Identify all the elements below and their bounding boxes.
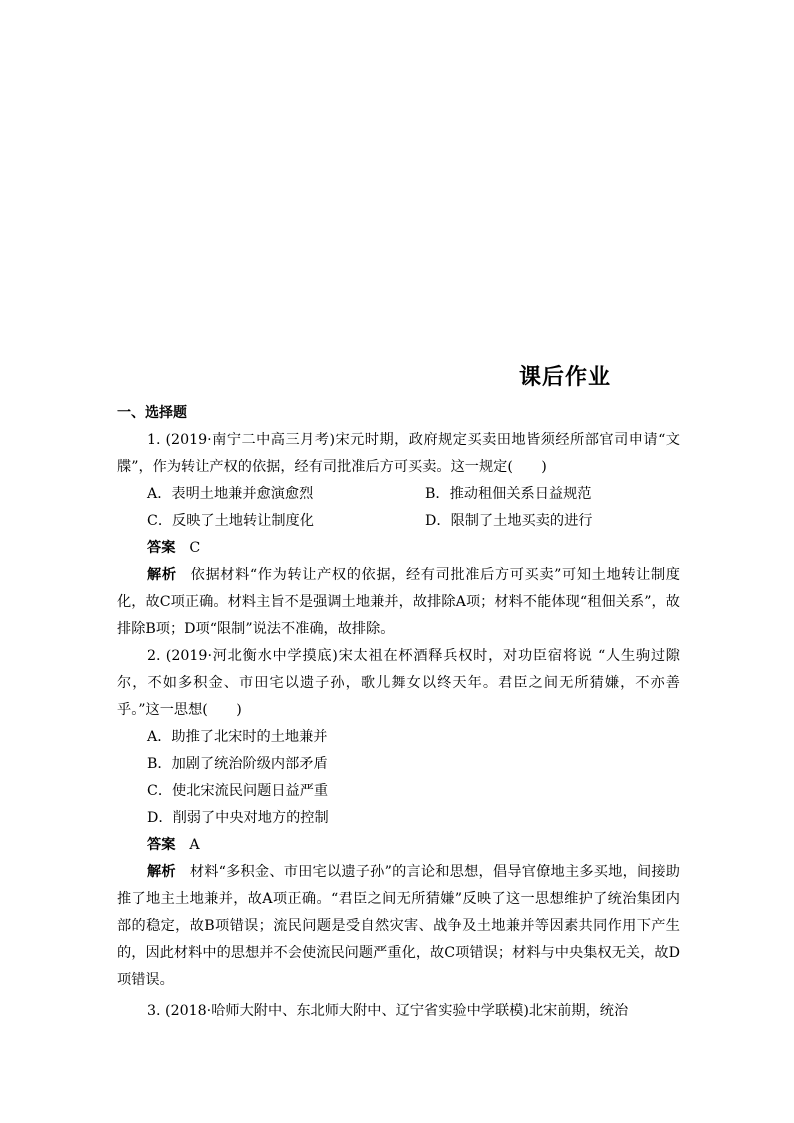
- answer-label: 答案: [147, 837, 176, 853]
- answer-line: [117, 535, 680, 562]
- option-c: C．反映了土地转让制度化: [147, 513, 314, 529]
- option-d: D．削弱了中央对地方的控制: [147, 810, 329, 826]
- option-grid: [117, 481, 680, 535]
- section-heading: 一、选择题: [117, 405, 187, 421]
- option-a: A．表明土地兼并愈演愈烈: [147, 486, 314, 502]
- option-d: D．限制了土地买卖的进行: [425, 513, 593, 529]
- analysis-label: 解析: [147, 567, 177, 583]
- option-b: B．加剧了统治阶级内部矛盾: [147, 756, 328, 772]
- answer-value: A: [189, 837, 200, 853]
- question-1: [117, 427, 680, 643]
- analysis-text: 材料“多积金、市田宅以遗子孙”的言论和思想，倡导官僚地主多买地，间接助推了地主土地兼并，故A项正确。“君臣之间无所猜嫌”反映了这一思想维护了统治集团内部的稳定，故B项错误；流民问题是受自然灾害、战争及土地兼并等因素共同作用下产生的，因此材料中的思想并不会使流民问题严重化，故C项错误；材料与中央集权无关，故D项错误。: [117, 864, 680, 988]
- option-b: B．推动租佃关系日益规范: [425, 486, 592, 502]
- question-2: [117, 643, 680, 994]
- analysis-paragraph: [117, 562, 680, 643]
- option-a: A．助推了北宋时的土地兼并: [147, 729, 328, 745]
- question-3: [117, 998, 680, 1025]
- page-title: 课后作业: [518, 365, 611, 390]
- answer-value: C: [189, 540, 201, 556]
- analysis-paragraph: [117, 859, 680, 994]
- question-stem: 2. (2019·河北衡水中学摸底)宋太祖在杯酒释兵权时，对功臣宿将说 “人生驹过隙尔，不如多积金、市田宅以遗子孙，歌儿舞女以终天年。君臣之间无所猜嫌，不亦善乎。”这一思想( ): [117, 648, 680, 718]
- question-stem: 1. (2019·南宁二中高三月考)宋元时期，政府规定买卖田地皆须经所部官司申请“文牒”，作为转让产权的依据，经有司批准后方可买卖。这一规定( ): [117, 432, 680, 475]
- exercise-content: [117, 400, 680, 1025]
- answer-label: 答案: [147, 540, 176, 556]
- answer-line: [117, 832, 680, 859]
- question-stem: 3. (2018·哈师大附中、东北师大附中、辽宁省实验中学联模)北宋前期，统治: [147, 1003, 629, 1019]
- option-c: C．使北宋流民问题日益严重: [147, 783, 329, 799]
- analysis-text: 依据材料“作为转让产权的依据，经有司批准后方可买卖”可知土地转让制度化，故C项正确。材料主旨不是强调土地兼并，故排除A项；材料不能体现“租佃关系”，故排除B项；D项“限制”说法不准确，故排除。: [117, 567, 680, 637]
- analysis-label: 解析: [147, 864, 176, 880]
